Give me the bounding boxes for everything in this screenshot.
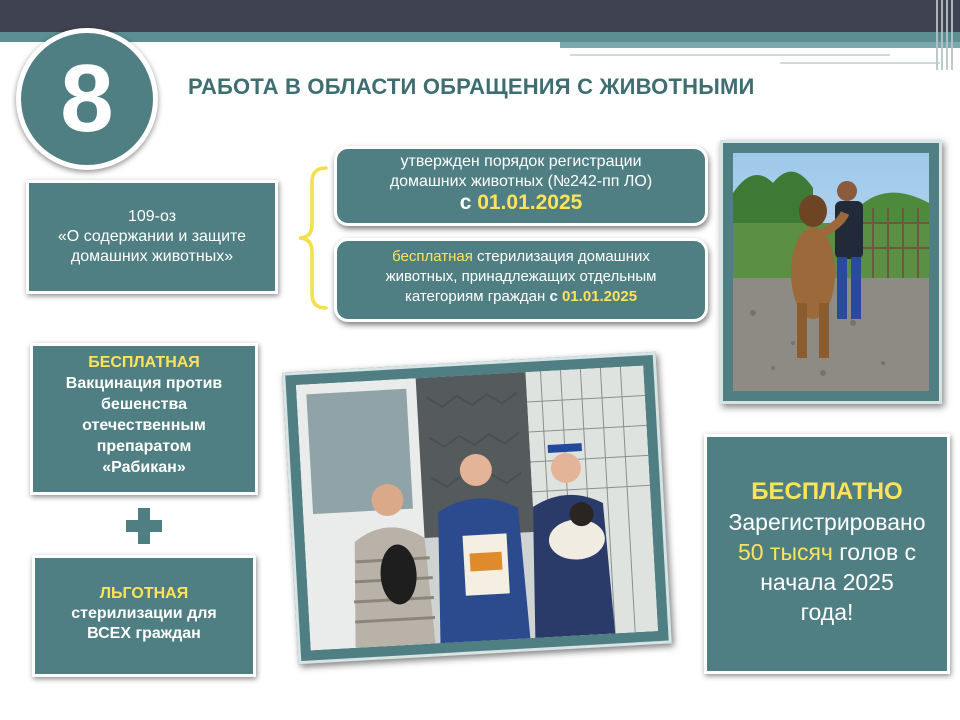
registered-line2: [713, 537, 941, 567]
free-sterilization-line1: [347, 247, 695, 267]
registration-order-box: [334, 146, 708, 226]
dog-photo: [733, 153, 929, 391]
group-photo-frame: [282, 352, 672, 664]
free-sterilization-text1: стерилизация домашних: [472, 248, 650, 265]
law-title-line2: домашних животных»: [70, 248, 234, 265]
free-sterilization-line3: [347, 287, 695, 307]
brace-connector-icon: [296, 164, 330, 312]
header-bars-decoration: [936, 0, 954, 70]
registered-line1: Зарегистрировано: [728, 509, 926, 535]
registration-order-date: 01.01.2025: [477, 191, 583, 214]
slide-number-badge: [16, 28, 158, 170]
registration-order-date-line: [345, 193, 697, 213]
header-stripe-accent: [560, 42, 960, 48]
registered-headline: БЕСПЛАТНО: [751, 478, 903, 505]
registered-count: 50 тысяч: [737, 539, 833, 565]
vaccination-line3: отечественным: [82, 417, 206, 434]
vaccination-line5: «Рабикан»: [102, 459, 186, 476]
registration-order-line1: утвержден порядок регистрации: [400, 153, 642, 170]
registered-line4: года!: [800, 599, 854, 625]
free-sterilization-prefix: с: [549, 288, 562, 305]
header-stripe: [0, 32, 960, 42]
vaccination-line1: Вакцинация против: [65, 375, 223, 392]
group-photo: [296, 365, 658, 650]
registered-line2-rest: голов с: [832, 539, 917, 565]
slide-title: РАБОТА В ОБЛАСТИ ОБРАЩЕНИЯ С ЖИВОТНЫМИ: [188, 74, 755, 99]
slide-number: 8: [60, 45, 114, 152]
discount-sterilization-box: [32, 555, 256, 677]
free-sterilization-highlight: бесплатная: [392, 248, 473, 265]
registered-line3: начала 2025: [760, 569, 894, 595]
law-box: [26, 180, 278, 294]
plus-icon-vertical: [138, 508, 150, 544]
registration-order-prefix: с: [459, 191, 478, 214]
discount-sterilization-highlight: ЛЬГОТНАЯ: [99, 585, 189, 602]
registration-order-line2: домашних животных (№242-пп ЛО): [389, 173, 653, 190]
free-sterilization-box: [334, 238, 708, 322]
free-sterilization-date: 01.01.2025: [561, 288, 638, 305]
header-band: [0, 0, 960, 32]
dog-photo-frame: [720, 140, 942, 404]
vaccination-line4: препаратом: [96, 438, 192, 455]
vaccination-line2: бешенства: [101, 396, 187, 413]
vaccination-box: [30, 343, 258, 495]
registered-count-box: [704, 434, 950, 674]
discount-sterilization-line2: ВСЕХ граждан: [87, 625, 201, 642]
vaccination-highlight: БЕСПЛАТНАЯ: [88, 354, 200, 371]
discount-sterilization-line1: стерилизации для: [71, 605, 217, 622]
law-title-line1: «О содержании и защите: [57, 228, 247, 245]
header-line: [570, 54, 890, 56]
free-sterilization-line3-text: категориям граждан: [404, 288, 550, 305]
header-line-short: [780, 62, 940, 64]
law-number: 109-оз: [127, 208, 177, 225]
free-sterilization-line2: животных, принадлежащих отдельным: [385, 268, 657, 285]
